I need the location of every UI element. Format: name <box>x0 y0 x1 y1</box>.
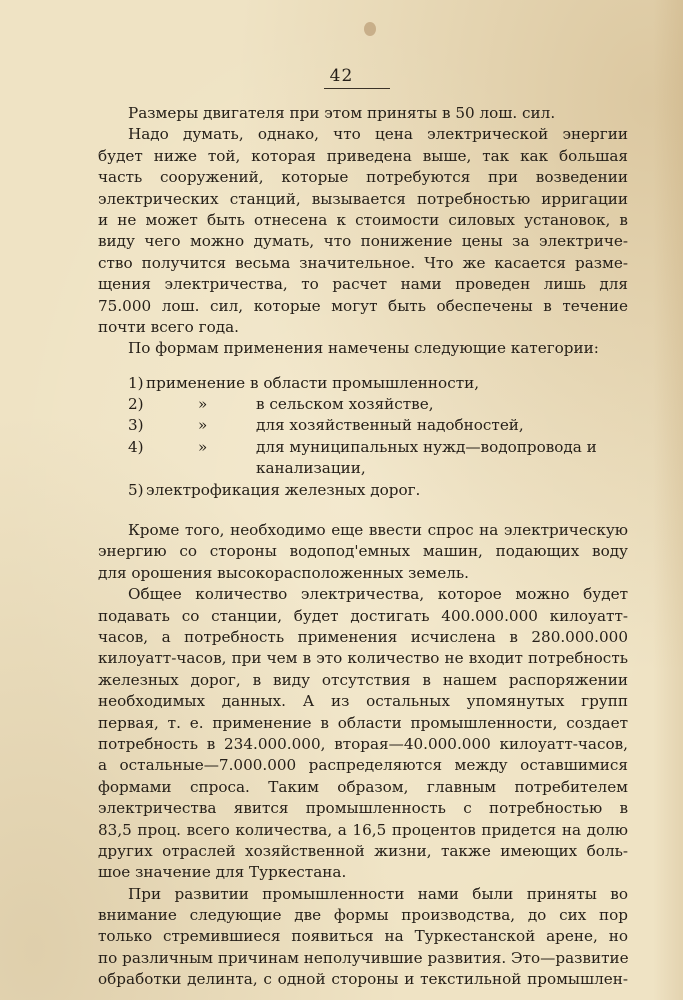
category-text: в сельском хозяйстве, <box>256 395 434 414</box>
category-number: 2) <box>128 395 144 414</box>
text-line: первая, т. е. применение в области промышленности, создает <box>98 713 628 732</box>
text-line: а остальные—7.000.000 распределяются между оставшимися <box>98 756 628 775</box>
text-line: внимание следующие две формы производства, до сих пор <box>98 906 628 925</box>
category-text: электрофикация железных дорог. <box>146 480 421 499</box>
ditto-mark: » <box>198 437 208 456</box>
category-list <box>98 373 628 501</box>
text-line: килоуатт-часов, при чем в это количество не входит потребность <box>98 649 628 668</box>
text-line: необходимых данных. А из остальных упомянутых групп <box>98 692 628 711</box>
category-item-continuation <box>98 458 628 479</box>
text-line: по различным причинам неполучившие развития. Это—развитие <box>98 948 629 967</box>
text-line: щения электричества, то расчет нами проведен лишь для <box>98 275 628 294</box>
text-line: часов, а потребность применения исчислена в 280.000.000 <box>98 627 628 646</box>
text-line: 83,5 проц. всего количества, а 16,5 процентов придется на долю <box>98 820 628 839</box>
paragraph-categories-intro <box>98 338 628 359</box>
category-item <box>98 480 628 501</box>
text-line: электричества явится промышленность с потребностью в <box>98 799 628 818</box>
text-line: обработки делинта, с одной стороны и текстильной промышлен- <box>98 970 628 989</box>
text-line: для орошения высокорасположенных земель. <box>98 563 469 582</box>
paragraph-engine-size <box>98 103 628 124</box>
category-item <box>98 373 628 394</box>
text-line: По формам применения намечены следующие категории: <box>128 339 599 358</box>
page-number-rule <box>324 88 390 89</box>
spacer <box>98 501 628 520</box>
ditto-mark: » <box>198 395 208 414</box>
paragraph-industry-forms <box>98 884 628 991</box>
category-text: канализации, <box>256 459 366 478</box>
text-line: Размеры двигателя при этом приняты в 50 лош. сил. <box>128 104 556 122</box>
category-item <box>98 437 628 458</box>
text-line: потребность в 234.000.000, вторая—40.000.000 килоуатт-часов, <box>98 734 628 753</box>
text-line: 75.000 лош. сил, которые могут быть обеспечены в течение <box>98 296 628 315</box>
category-text: для муниципальных нужд—водопровода и <box>256 437 597 456</box>
text-line: Кроме того, необходимо еще ввести спрос на электрическую <box>128 521 628 540</box>
category-text: применение в области промышленности, <box>146 373 480 392</box>
text-line: формами спроса. Таким образом, главным потребителем <box>98 777 628 796</box>
category-item <box>98 415 628 436</box>
text-line: При развитии промышленности нами были приняты во <box>128 884 628 903</box>
page-number: 42 <box>329 66 354 86</box>
page-fold-shading <box>653 0 683 1000</box>
paper-stain <box>364 22 376 36</box>
category-number: 3) <box>128 416 144 435</box>
text-line: и не может быть отнесена к стоимости силовых установок, в <box>98 210 628 229</box>
text-line: шое значение для Туркестана. <box>98 863 347 882</box>
text-line: Общее количество электричества, которое можно будет <box>128 585 628 604</box>
category-number: 4) <box>128 437 144 456</box>
text-line: энергию со стороны водопод'емных машин, подающих воду <box>98 542 628 561</box>
text-line: виду чего можно думать, что понижение цены за электриче- <box>98 232 628 251</box>
text-line: часть сооружений, которые потребуются при возведении <box>98 168 628 187</box>
text-line: ство получится весьма значительное. Что же касается разме- <box>98 253 628 272</box>
text-line: почти всего года. <box>98 317 239 336</box>
body-text <box>98 103 628 991</box>
category-text: для хозяйственный надобностей, <box>256 416 524 435</box>
text-line: только стремившиеся появиться на Туркестанской арене, но <box>98 927 628 946</box>
paragraph-water-pumps <box>98 520 628 584</box>
category-number: 5) <box>128 480 144 499</box>
category-item <box>98 394 628 415</box>
ditto-mark: » <box>198 416 208 435</box>
text-line: Надо думать, однако, что цена электрической энергии <box>128 125 628 144</box>
paragraph-total-electricity <box>98 584 628 883</box>
text-line: железных дорог, в виду отсутствия в нашем распоряжении <box>98 670 628 689</box>
spacer <box>98 360 628 373</box>
text-line: электрических станций, вызывается потребностью ирригации <box>98 189 628 208</box>
text-line: будет ниже той, которая приведена выше, так как большая <box>98 146 628 165</box>
paragraph-energy-price <box>98 124 628 338</box>
text-line: других отраслей хозяйственной жизни, также имеющих боль- <box>98 841 628 860</box>
category-number: 1) <box>128 373 144 392</box>
text-line: подавать со станции, будет достигать 400.000.000 килоуатт- <box>98 606 628 625</box>
